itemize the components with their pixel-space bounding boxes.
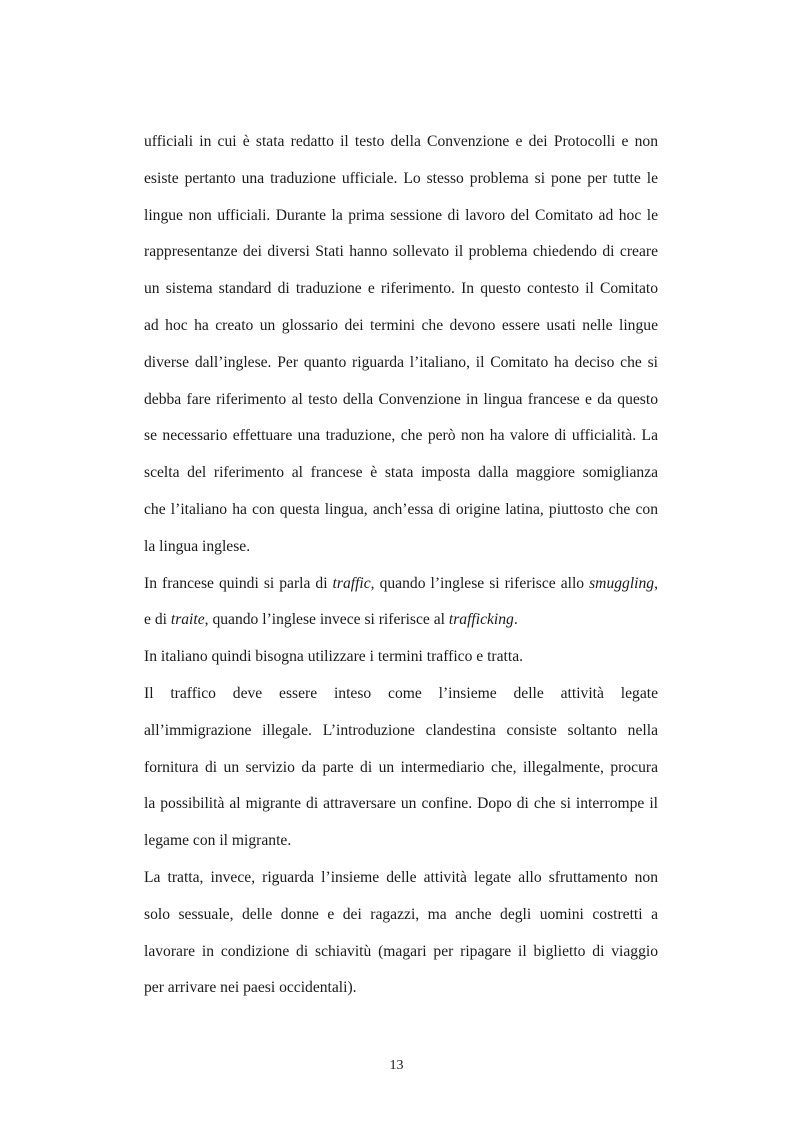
italic-term-smuggling: smuggling [589, 574, 655, 592]
text-line: scelta del riferimento al francese è stata imposta dalla maggiore somiglianza [144, 464, 658, 482]
text-line: In italiano quindi bisogna utilizzare i termini traffico e tratta. [144, 648, 524, 666]
text-line: un sistema standard di traduzione e riferimento. In questo contesto il Comitato [144, 280, 658, 298]
text-run: , quando l’inglese invece si riferisce al [204, 611, 449, 629]
text-line: ad hoc ha creato un glossario dei termini che devono essere usati nelle lingue [144, 316, 658, 334]
text-line: se necessario effettuare una traduzione, che però non ha valore di ufficialità. La [144, 427, 658, 445]
text-run: In francese quindi si parla di [144, 574, 333, 592]
text-line: debba fare riferimento al testo della Convenzione in lingua francese e da questo [144, 390, 658, 408]
italic-term-traite: traite [170, 611, 205, 629]
body-text [144, 128, 658, 1011]
text-line: lingue non ufficiali. Durante la prima sessione di lavoro del Comitato ad hoc le [144, 206, 658, 224]
text-line: esiste pertanto una traduzione ufficiale. Lo stesso problema si pone per tutte le [144, 169, 658, 187]
italic-term-trafficking: trafficking [448, 611, 514, 629]
text-run: , quando l’inglese si riferisce allo [370, 574, 590, 592]
text-line: la possibilità al migrante di attraversare un confine. Dopo di che si interrompe il [144, 795, 658, 813]
italic-term-traffic: traffic [332, 574, 371, 592]
text-line: La tratta, invece, riguarda l’insieme delle attività legate allo sfruttamento non [144, 868, 658, 886]
text-line: la lingua inglese. [144, 537, 251, 555]
text-line: lavorare in condizione di schiavitù (magari per ripagare il biglietto di viaggio [144, 942, 658, 960]
text-line [144, 570, 658, 607]
text-line: rappresentanze dei diversi Stati hanno sollevato il problema chiedendo di creare [144, 243, 658, 261]
text-line: che l’italiano ha con questa lingua, anch’essa di origine latina, piuttosto che con [144, 500, 658, 518]
text-line: Il traffico deve essere inteso come l’insieme delle attività legate [144, 684, 658, 702]
text-run: , [654, 574, 658, 592]
page-number: 13 [389, 1058, 404, 1073]
text-run: e di [144, 611, 171, 629]
text-line [144, 606, 658, 643]
text-line: fornitura di un servizio da parte di un intermediario che, illegalmente, procura [144, 758, 658, 776]
text-line: per arrivare nei paesi occidentali). [144, 979, 357, 997]
text-line: all’immigrazione illegale. L’introduzione clandestina consiste soltanto nella [144, 721, 658, 739]
text-line: diverse dall’inglese. Per quanto riguarda l’italiano, il Comitato ha deciso che si [144, 353, 658, 371]
text-run: . [513, 611, 518, 629]
text-line: ufficiali in cui è stata redatto il testo della Convenzione e dei Protocolli e non [144, 133, 658, 150]
text-line: legame con il migrante. [144, 832, 292, 850]
text-line: solo sessuale, delle donne e dei ragazzi, ma anche degli uomini costretti a [144, 905, 658, 923]
